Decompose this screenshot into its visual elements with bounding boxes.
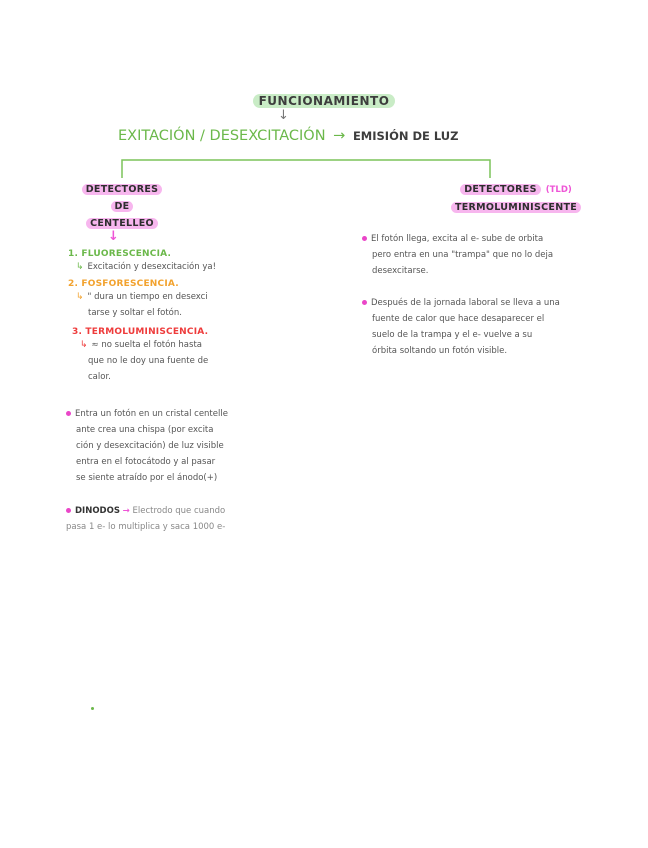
- item-text: calor.: [88, 372, 111, 382]
- result-label: EMISIÓN DE LUZ: [352, 129, 459, 143]
- note-line: pasa 1 e- lo multiplica y saca 1000 e-: [66, 522, 226, 532]
- hook-arrow-icon: ↳: [80, 340, 88, 350]
- bullet-icon: [66, 508, 71, 513]
- item-title: 2. FOSFORESCENCIA.: [68, 279, 179, 289]
- dinodos-arrow: →: [122, 506, 130, 516]
- branch-connector: [0, 0, 648, 200]
- right-title-line2: TERMOLUMINISCENTE: [451, 202, 581, 213]
- item-text: " dura un tiempo en desexci: [87, 292, 208, 302]
- left-title-line3: CENTELLEO: [86, 218, 158, 229]
- note-line: ción y desexcitación) de luz visible: [76, 441, 224, 451]
- left-title: [80, 181, 164, 232]
- bullet-icon: [362, 236, 367, 241]
- right-bullet-1: [362, 231, 602, 279]
- left-title-arrow: ↓: [108, 229, 119, 244]
- note-line: órbita soltando un fotón visible.: [372, 346, 508, 356]
- item-termoluminiscencia: [72, 327, 292, 385]
- note-line: Entra un fotón en un cristal centelle: [75, 409, 228, 419]
- bullet-icon: [66, 411, 71, 416]
- left-title-line2: DE: [111, 201, 134, 212]
- bullet-icon: [362, 300, 367, 305]
- process-arrow: →: [333, 128, 346, 144]
- note-line: fuente de calor que hace desaparecer el: [372, 314, 545, 324]
- note-line: pero entra en una "trampa" que no lo deja: [372, 250, 554, 260]
- right-title: [436, 181, 596, 216]
- dinodos-label: DINODOS: [75, 506, 120, 516]
- item-title: 1. FLUORESCENCIA.: [68, 249, 172, 259]
- right-bullet-2: [362, 295, 602, 359]
- hook-arrow-icon: ↳: [76, 262, 84, 272]
- item-fluorescencia: [68, 249, 288, 275]
- item-title: 3. TERMOLUMINISCENCIA.: [72, 327, 209, 337]
- note-line: Después de la jornada laboral se lleva a una: [371, 298, 560, 308]
- page-title: FUNCIONAMIENTO: [253, 94, 396, 108]
- item-text: tarse y soltar el fotón.: [88, 308, 182, 318]
- left-title-line1: DETECTORES: [82, 184, 163, 195]
- item-text: que no le doy una fuente de: [88, 356, 209, 366]
- item-text: Excitación y desexcitación ya!: [87, 262, 216, 272]
- item-text: ≈ no suelta el fotón hasta: [91, 340, 202, 350]
- right-title-line1: DETECTORES: [460, 184, 541, 195]
- note-dinodos: [66, 503, 326, 535]
- item-fosforescencia: [68, 279, 288, 321]
- note-line: ante crea una chispa (por excita: [76, 425, 214, 435]
- note-line: suelo de la trampa y el e- vuelve a su: [372, 330, 533, 340]
- note-line: Electrodo que cuando: [132, 506, 226, 516]
- tld-tag: (TLD): [545, 185, 572, 195]
- note-line: desexcitarse.: [372, 266, 429, 276]
- note-centelleo: [66, 406, 306, 486]
- note-line: El fotón llega, excita al e- sube de orbita: [371, 234, 544, 244]
- title-arrow: ↓: [278, 108, 289, 123]
- stray-dot: [91, 707, 94, 710]
- note-line: se siente atraído por el ánodo(+): [76, 473, 218, 483]
- process-label: EXITACIÓN / DESEXCITACIÓN: [118, 128, 326, 144]
- hook-arrow-icon: ↳: [76, 292, 84, 302]
- note-line: entra en el fotocátodo y al pasar: [76, 457, 216, 467]
